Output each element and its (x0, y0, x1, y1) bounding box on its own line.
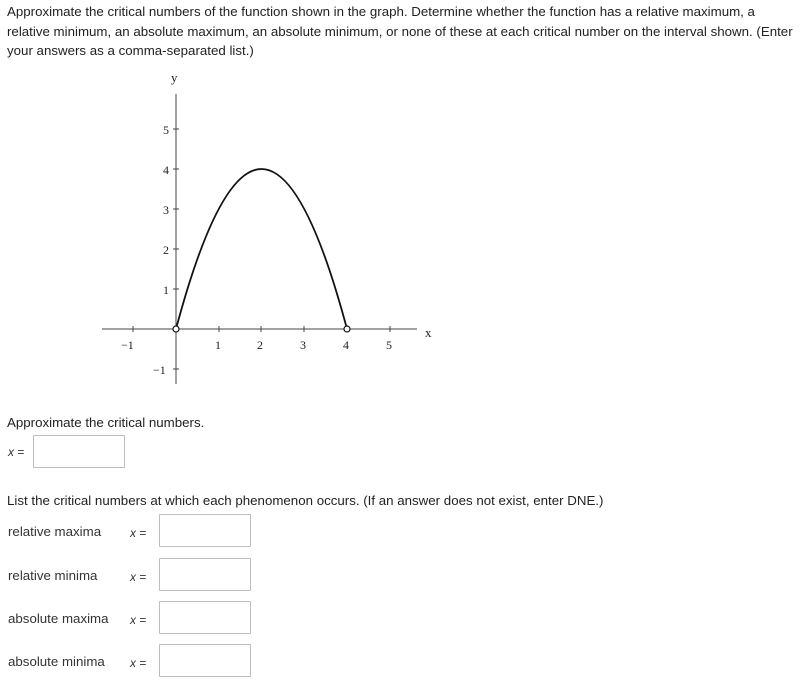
relative-minima-label: relative minima (8, 568, 98, 583)
absolute-minima-var-label: x = (130, 656, 147, 670)
y-tick-label: −1 (153, 363, 166, 377)
absolute-minima-label: absolute minima (8, 654, 105, 669)
x-tick-label: 1 (215, 338, 221, 352)
question-prompt: Approximate the critical numbers of the function shown in the graph. Determine whether the function has a relative maximum, a relative minimum, an absolute maximum, an absolute minimum, or none of these at each critical number on the interval shown. (Enter your answers as a comma-separated list.) (7, 4, 793, 58)
y-tick-label: 3 (163, 203, 169, 217)
relative-maxima-input[interactable] (159, 514, 251, 547)
absolute-maxima-input[interactable] (159, 601, 251, 634)
part1-instruction: Approximate the critical numbers. (7, 415, 205, 430)
x-tick-label: 3 (300, 338, 306, 352)
critical-numbers-var-label: x = (8, 445, 25, 459)
x-tick-label: 5 (386, 338, 392, 352)
x-tick-label: −1 (121, 338, 134, 352)
function-graph (95, 62, 445, 392)
y-axis-label: y (171, 70, 178, 85)
y-tick-label: 1 (163, 283, 169, 297)
function-curve (176, 169, 347, 329)
absolute-maxima-var-label: x = (130, 613, 147, 627)
y-tick-label: 4 (163, 163, 169, 177)
x-axis-label: x (425, 325, 432, 340)
relative-maxima-var-label: x = (130, 526, 147, 540)
right-endpoint-circle (344, 326, 350, 332)
relative-minima-input[interactable] (159, 558, 251, 591)
x-tick-label: 2 (257, 338, 263, 352)
absolute-minima-input[interactable] (159, 644, 251, 677)
relative-maxima-label: relative maxima (8, 524, 102, 539)
relative-minima-var-label: x = (130, 570, 147, 584)
y-tick-label: 2 (163, 243, 169, 257)
part2-instruction: List the critical numbers at which each phenomenon occurs. (If an answer does not exist, enter DNE.) (7, 493, 604, 508)
absolute-maxima-label: absolute maxima (8, 611, 109, 626)
y-tick-label: 5 (163, 123, 169, 137)
left-endpoint-circle (173, 326, 179, 332)
critical-numbers-input[interactable] (33, 435, 125, 468)
x-tick-label: 4 (343, 338, 349, 352)
